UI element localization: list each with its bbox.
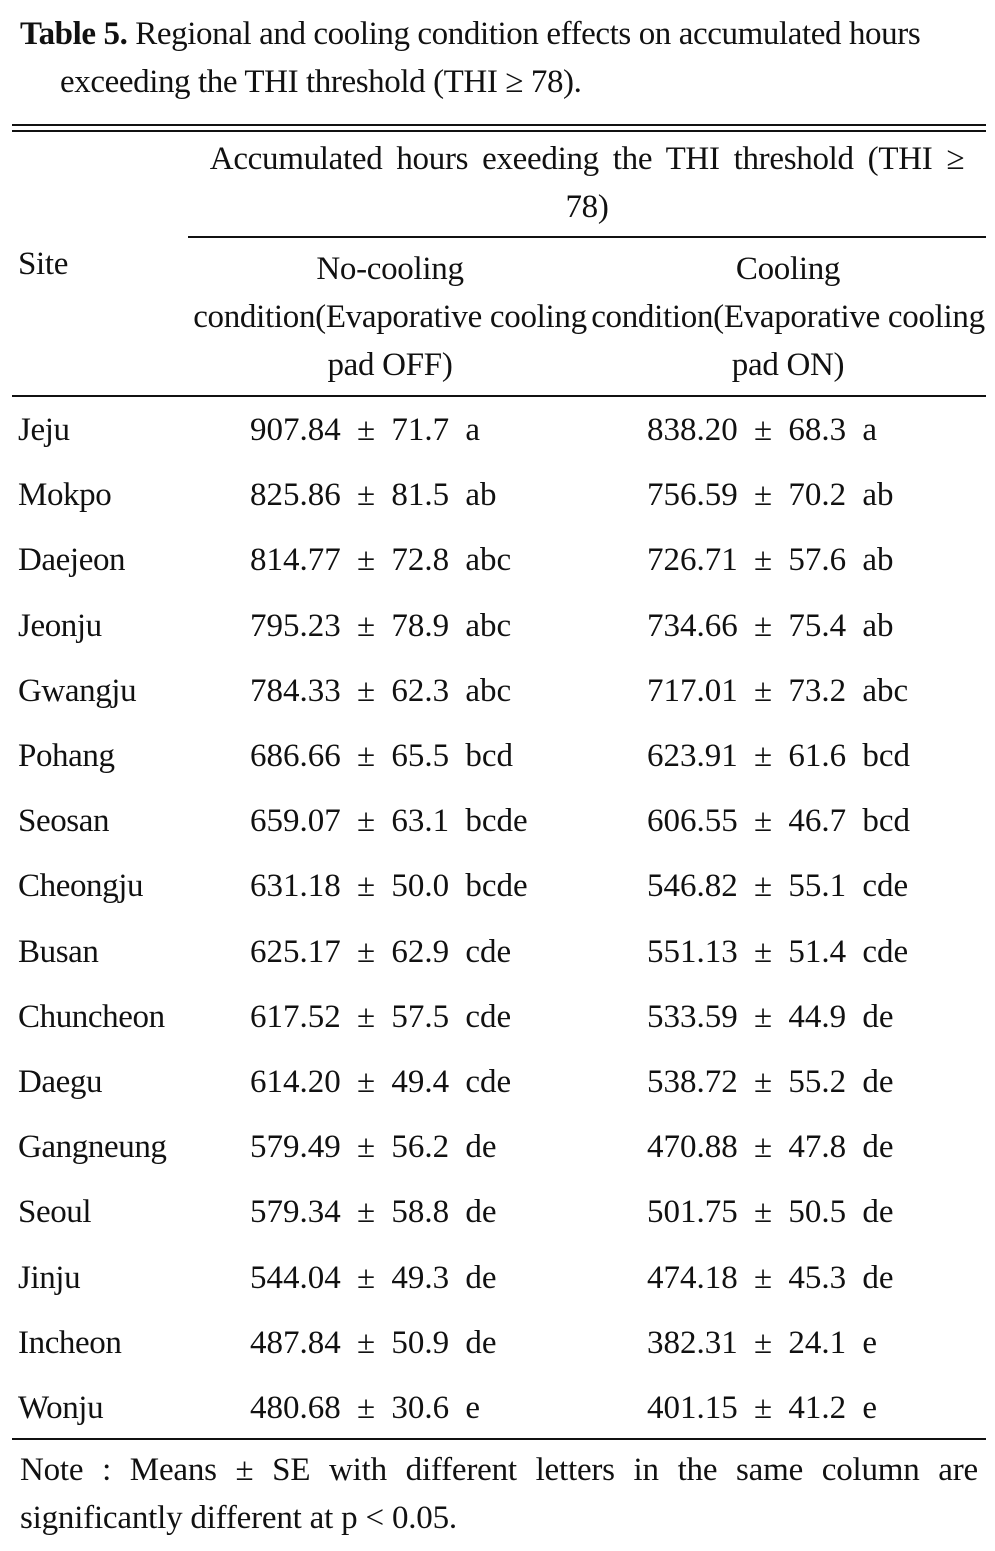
no-cooling-value: 659.07 ± 63.1 bcde [250, 803, 528, 840]
table-row [0, 854, 995, 919]
caption-text-line1: Regional and cooling condition effects on accumulated hours [127, 16, 921, 52]
no-cooling-value: 544.04 ± 49.3 de [250, 1259, 497, 1296]
table-row [0, 528, 995, 593]
cooling-column-header: Cooling condition(Evaporative cooling pad ON) [591, 251, 985, 383]
cooling-value: 838.20 ± 68.3 a [647, 412, 878, 448]
no-cooling-value: 614.20 ± 49.4 cde [250, 1064, 512, 1100]
group-header-rule [188, 236, 986, 238]
no-cooling-value: 825.86 ± 81.5 ab [250, 477, 497, 514]
no-cooling-value: 487.84 ± 50.9 de [250, 1324, 497, 1361]
site-cell: Daejeon [18, 542, 126, 579]
site-cell: Wonju [18, 1390, 104, 1426]
no-cooling-value: 579.49 ± 56.2 de [250, 1129, 497, 1166]
table-row [0, 789, 995, 854]
table-row [0, 463, 995, 528]
table-row [0, 724, 995, 789]
table-row [0, 1376, 995, 1441]
table-row [0, 1050, 995, 1115]
site-cell: Mokpo [18, 477, 112, 514]
cooling-value: 470.88 ± 47.8 de [647, 1129, 894, 1166]
site-cell: Jinju [18, 1259, 81, 1296]
cooling-value: 756.59 ± 70.2 ab [647, 477, 894, 514]
no-cooling-value: 625.17 ± 62.9 cde [250, 933, 512, 970]
cooling-value: 401.15 ± 41.2 e [647, 1390, 878, 1426]
site-cell: Daegu [18, 1064, 103, 1100]
no-cooling-value: 631.18 ± 50.0 bcde [250, 868, 528, 905]
table-note: Note : Means ± SE with different letters in the same column are significantly different at p < 0.05. [20, 1452, 978, 1536]
cooling-value: 501.75 ± 50.5 de [647, 1194, 894, 1231]
cooling-value: 382.31 ± 24.1 e [647, 1324, 878, 1361]
no-cooling-value: 784.33 ± 62.3 abc [250, 672, 512, 709]
group-header: Accumulated hours exeeding the THI threshold (THI ≥ 78) [209, 141, 965, 225]
caption-text-line2: exceeding the THI threshold (THI ≥ 78). [60, 64, 582, 100]
site-cell: Incheon [18, 1324, 122, 1361]
cooling-value: 623.91 ± 61.6 bcd [647, 738, 911, 774]
site-cell: Gangneung [18, 1129, 167, 1166]
cooling-value: 717.01 ± 73.2 abc [647, 672, 909, 709]
site-cell: Cheongju [18, 868, 144, 905]
no-cooling-value: 579.34 ± 58.8 de [250, 1194, 497, 1231]
top-rule-1 [12, 124, 986, 126]
site-cell: Busan [18, 933, 99, 970]
table-bottom-rule [12, 1438, 986, 1440]
cooling-value: 474.18 ± 45.3 de [647, 1259, 894, 1296]
no-cooling-value: 795.23 ± 78.9 abc [250, 607, 512, 644]
site-cell: Jeonju [18, 607, 102, 644]
table-row [0, 985, 995, 1050]
table-row [0, 659, 995, 724]
no-cooling-value: 814.77 ± 72.8 abc [250, 542, 512, 579]
site-cell: Seosan [18, 803, 110, 840]
caption-label: Table 5. [20, 16, 128, 52]
site-cell: Seoul [18, 1194, 92, 1231]
cooling-value: 734.66 ± 75.4 ab [647, 607, 894, 644]
table-row [0, 1180, 995, 1245]
table-row [0, 1115, 995, 1180]
site-cell: Pohang [18, 738, 115, 774]
site-column-header: Site [18, 246, 69, 282]
no-cooling-value: 617.52 ± 57.5 cde [250, 998, 512, 1035]
site-cell: Jeju [18, 412, 70, 448]
site-cell: Chuncheon [18, 998, 165, 1035]
no-cooling-value: 480.68 ± 30.6 e [250, 1390, 481, 1426]
table-row [0, 398, 995, 463]
no-cooling-value: 907.84 ± 71.7 a [250, 412, 481, 448]
table-row [0, 1311, 995, 1376]
cooling-value: 533.59 ± 44.9 de [647, 998, 894, 1035]
top-rule-2 [12, 130, 986, 132]
no-cooling-column-header: No-cooling condition(Evaporative cooling pad OFF) [193, 251, 587, 383]
cooling-value: 538.72 ± 55.2 de [647, 1064, 894, 1100]
table-row [0, 594, 995, 659]
header-bottom-rule [12, 395, 986, 397]
cooling-value: 726.71 ± 57.6 ab [647, 542, 894, 579]
cooling-value: 551.13 ± 51.4 cde [647, 933, 909, 970]
table-row [0, 1246, 995, 1311]
table-row [0, 920, 995, 985]
cooling-value: 546.82 ± 55.1 cde [647, 868, 909, 905]
table-caption [20, 10, 985, 106]
site-cell: Gwangju [18, 672, 137, 709]
cooling-value: 606.55 ± 46.7 bcd [647, 803, 911, 840]
no-cooling-value: 686.66 ± 65.5 bcd [250, 738, 514, 774]
